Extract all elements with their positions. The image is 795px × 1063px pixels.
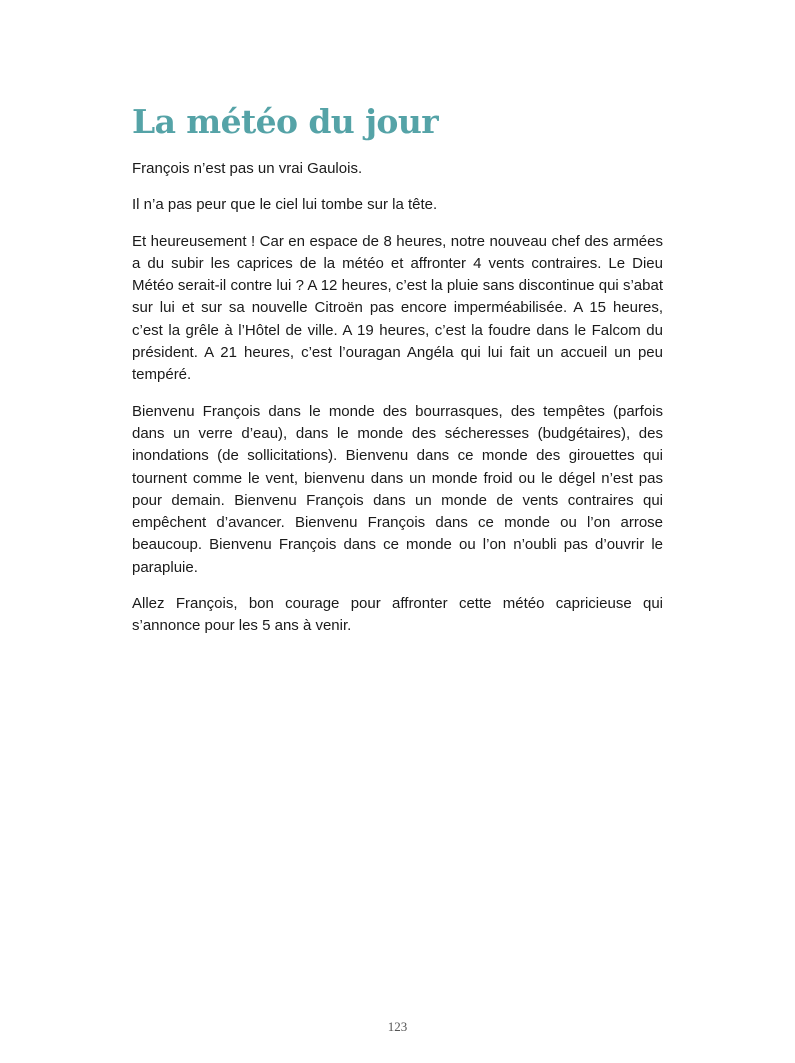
- page-content: [132, 100, 663, 652]
- paragraph-3: Et heureusement ! Car en espace de 8 heures, notre nouveau chef des armées a du subir les caprices de la météo et affronter 4 vents contraires. Le Dieu Météo serait-il contre lui ? A 12 heures, c’est la pluie sans discontinue qui s’abat sur lui et sur sa nouvelle Citroën pas encore imperméabilisée. A 15 heures, c’est la grêle à l’Hôtel de ville. A 19 heures, c’est la foudre dans le Falcom du président. A 21 heures, c’est l’ouragan Angéla qui lui fait un accueil un peu tempéré.: [132, 232, 663, 384]
- paragraph-1: François n’est pas un vrai Gaulois.: [132, 160, 363, 177]
- page-number: 123: [387, 1019, 408, 1034]
- paragraph-2: Il n’a pas peur que le ciel lui tombe sur la tête.: [132, 196, 438, 214]
- paragraph-4: Bienvenu François dans le monde des bourrasques, des tempêtes (parfois dans un verre d’eau), dans le monde des sécheresses (budgétaires), des inondations (de sollicitations). Bienvenu dans ce monde des girouettes qui tournent comme le vent, bienvenu dans un monde froid ou le dégel n’est pas pour demain. Bienvenu François dans un monde de vents contraires qui empêchent d’avancer. Bienvenu François dans ce monde ou l’on arrose beaucoup. Bienvenu François dans ce monde ou l’on n’oubli pas d’ouvrir le parapluie.: [132, 402, 663, 576]
- paragraph-5: Allez François, bon courage pour affronter cette météo capricieuse qui s’annonce pour les 5 ans à venir.: [132, 595, 663, 635]
- page-title: La météo du jour: [132, 102, 439, 141]
